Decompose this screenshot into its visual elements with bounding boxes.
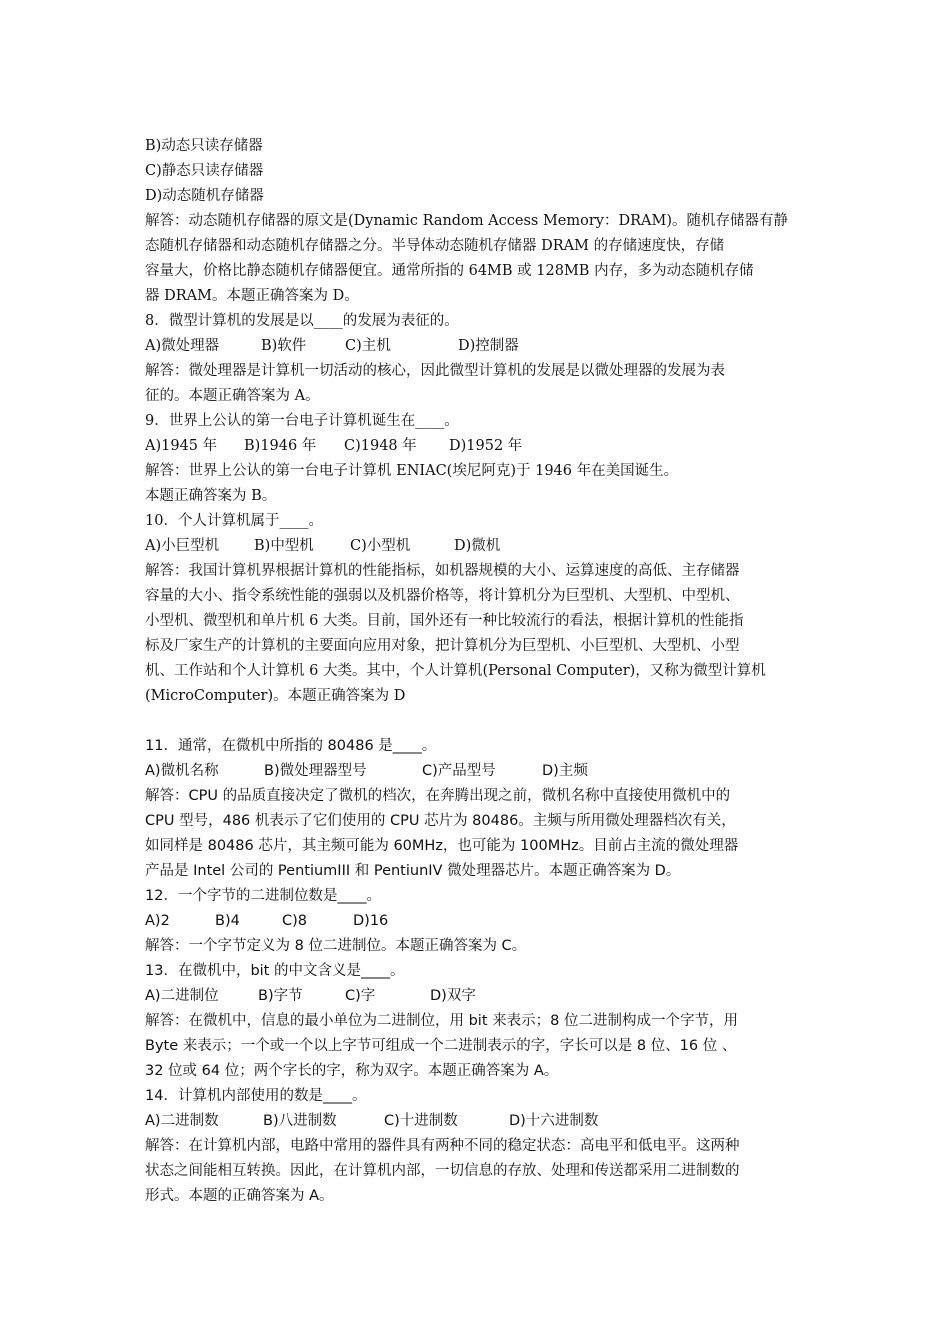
option-c: C)产品型号 (422, 763, 496, 779)
answer-q8-line: 解答：微处理器是计算机一切活动的核心，因此微型计算机的发展是以微处理器的发展为表 (145, 363, 725, 379)
answer-q7-line: 器 DRAM。本题正确答案为 D。 (145, 288, 359, 304)
option-a: A)2 (145, 913, 170, 929)
answer-q10-line: 解答：我国计算机界根据计算机的性能指标，如机器规模的大小、运算速度的高低、主存储器 (145, 563, 740, 579)
option-c: C)小型机 (350, 538, 411, 554)
option-a: A)二进制数 (145, 1113, 219, 1129)
answer-q10-line: (MicroComputer)。本题正确答案为 D (145, 688, 406, 704)
option-b: B)4 (215, 913, 240, 929)
question-q9: 9．世界上公认的第一台电子计算机诞生在____。 (145, 413, 459, 429)
option-d: D)十六进制数 (509, 1113, 599, 1129)
answer-q11-line: 如同样是 80486 芯片，其主频可能为 60MHz，也可能为 100MHz。目前占主流的微处理器 (145, 838, 739, 854)
answer-q7-line: 态随机存储器和动态随机存储器之分。半导体动态随机存储器 DRAM 的存储速度快，存储 (145, 238, 725, 254)
option-q7-c: C)静态只读存储器 (145, 163, 264, 179)
answer-q13-line: 32 位或 64 位；两个字长的字，称为双字。本题正确答案为 A。 (145, 1063, 559, 1079)
option-b: B)中型机 (254, 538, 314, 554)
answer-q14-line: 解答：在计算机内部，电路中常用的器件具有两种不同的稳定状态：高电平和低电平。这两种 (145, 1138, 740, 1154)
answer-q14-line: 形式。本题的正确答案为 A。 (145, 1188, 334, 1204)
option-d: D)双字 (430, 988, 476, 1004)
option-q7-d: D)动态随机存储器 (145, 188, 264, 204)
option-d: D)微机 (454, 538, 501, 554)
option-q7-b: B)动态只读存储器 (145, 138, 263, 154)
option-b: B)字节 (258, 988, 303, 1004)
option-d: D)主频 (542, 763, 588, 779)
question-q12: 12．一个字节的二进制位数是____。 (145, 888, 381, 904)
option-c: C)8 (282, 913, 308, 929)
answer-q10-line: 标及厂家生产的计算机的主要面向应用对象，把计算机分为巨型机、小巨型机、大型机、小型 (145, 638, 740, 654)
answer-q9-line: 本题正确答案为 B。 (145, 488, 277, 504)
option-c: C)1948 年 (344, 438, 417, 454)
option-d: D)控制器 (458, 338, 519, 354)
question-q14: 14．计算机内部使用的数是____。 (145, 1088, 367, 1104)
answer-q9-line: 解答：世界上公认的第一台电子计算机 ENIAC(埃尼阿克)于 1946 年在美国诞生。 (145, 463, 679, 479)
answer-q11-line: 解答：CPU 的品质直接决定了微机的档次，在奔腾出现之前，微机名称中直接使用微机中的 (145, 788, 731, 804)
answer-q10-line: 小型机、微型机和单片机 6 大类。目前，国外还有一种比较流行的看法，根据计算机的性能指 (145, 613, 744, 629)
option-b: B)1946 年 (244, 438, 317, 454)
option-a: A)微处理器 (145, 338, 220, 354)
option-a: A)小巨型机 (145, 538, 220, 554)
option-a: A)微机名称 (145, 763, 219, 779)
answer-q11-line: CPU 型号，486 机表示了它们使用的 CPU 芯片为 80486。主频与所用微处理器档次有关， (145, 813, 736, 829)
question-q10: 10．个人计算机属于____。 (145, 513, 323, 529)
option-c: C)主机 (345, 338, 391, 354)
option-b: B)软件 (261, 338, 307, 354)
option-b: B)八进制数 (263, 1113, 337, 1129)
answer-q12-line: 解答：一个字节定义为 8 位二进制位。本题正确答案为 C。 (145, 938, 527, 954)
option-b: B)微处理器型号 (264, 763, 367, 779)
question-q13: 13．在微机中，bit 的中文含义是____。 (145, 963, 405, 979)
answer-q10-line: 机、工作站和个人计算机 6 大类。其中，个人计算机(Personal Computer)，又称为微型计算机 (145, 663, 766, 679)
option-c: C)十进制数 (384, 1113, 458, 1129)
question-q8: 8．微型计算机的发展是以____的发展为表征的。 (145, 313, 459, 329)
option-d: D)1952 年 (449, 438, 523, 454)
answer-q7-line: 解答：动态随机存储器的原文是(Dynamic Random Access Memory：DRAM)。随机存储器有静 (145, 213, 789, 229)
option-a: A)1945 年 (145, 438, 218, 454)
answer-q7-line: 容量大，价格比静态随机存储器便宜。通常所指的 64MB 或 128MB 内存，多为动态随机存储 (145, 263, 754, 279)
option-d: D)16 (353, 913, 389, 929)
answer-q13-line: 解答：在微机中，信息的最小单位为二进制位，用 bit 来表示；8 位二进制构成一个字节，用 (145, 1013, 738, 1029)
answer-q8-line: 征的。本题正确答案为 A。 (145, 388, 320, 404)
answer-q13-line: Byte 来表示；一个或一个以上字节可组成一个二进制表示的字，字长可以是 8 位、16 位 、 (145, 1038, 737, 1054)
answer-q10-line: 容量的大小、指令系统性能的强弱以及机器价格等，将计算机分为巨型机、大型机、中型机、 (145, 588, 740, 604)
question-q11: 11．通常，在微机中所指的 80486 是____。 (145, 738, 437, 754)
option-a: A)二进制位 (145, 988, 219, 1004)
option-c: C)字 (345, 988, 376, 1004)
answer-q14-line: 状态之间能相互转换。因此，在计算机内部，一切信息的存放、处理和传送都采用二进制数的 (145, 1163, 740, 1179)
answer-q11-line: 产品是 Intel 公司的 PentiumIII 和 PentiunIV 微处理器芯片。本题正确答案为 D。 (145, 863, 681, 879)
